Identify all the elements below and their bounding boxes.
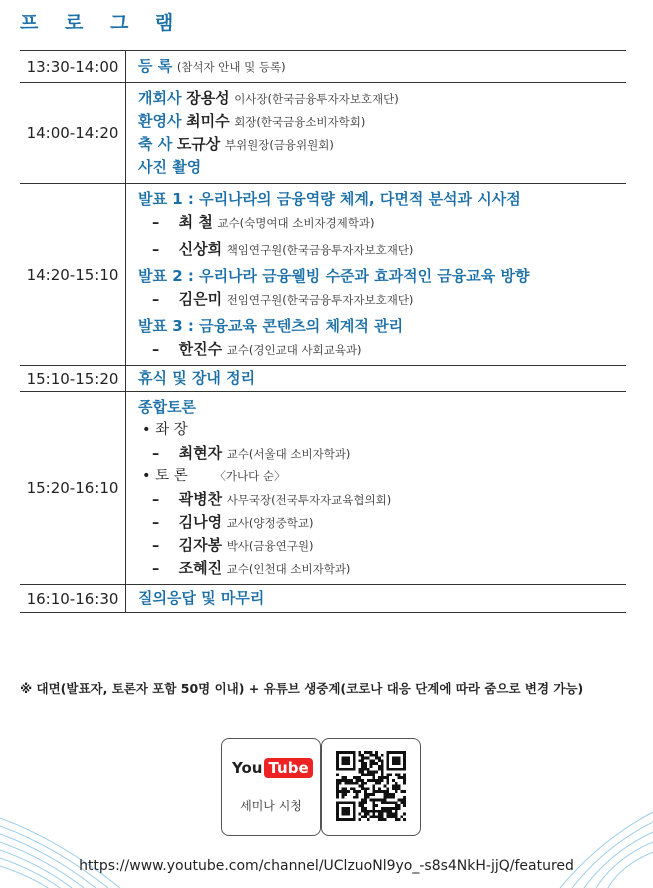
time-cell: 14:20-15:10 [20, 184, 126, 366]
person-name: 신상희 [178, 240, 223, 258]
person-affiliation: 교수(경인교대 사회교육과) [226, 343, 362, 357]
content-cell [126, 585, 627, 613]
dash-bullet: – [152, 342, 160, 358]
dash-bullet: – [152, 215, 160, 231]
content-cell [126, 184, 627, 366]
person-name: 곽병찬 [178, 490, 223, 508]
qr-code-icon [336, 751, 406, 821]
person-name: 장용성 [186, 89, 230, 107]
person-name: 최현자 [178, 444, 223, 462]
dash-bullet: – [152, 538, 160, 554]
page-title: 프 로 그 램 [20, 12, 184, 34]
table-row [20, 585, 626, 613]
role-label: 축 사 [138, 135, 173, 153]
role-label: 개회사 [138, 89, 182, 107]
person-name: 조혜진 [178, 559, 223, 577]
person-affiliation: 교수(서울대 소비자학과) [226, 447, 351, 461]
person-name: 김은미 [178, 290, 223, 308]
person-affiliation: 교사(양정중학교) [226, 516, 314, 530]
table-row [20, 392, 626, 585]
dash-bullet: – [152, 446, 160, 462]
person-affiliation: 교수(인천대 소비자학과) [226, 562, 351, 576]
person-name: 최미수 [186, 112, 230, 130]
youtube-link-card[interactable] [221, 738, 321, 836]
panel-label: • 토 론 [142, 468, 188, 484]
chair-label: • 좌 장 [142, 422, 188, 438]
time-cell: 15:10-15:20 [20, 366, 126, 392]
person-name: 김나영 [178, 513, 223, 531]
youtube-logo [232, 759, 313, 777]
person-affiliation: 사무국장(전국투자자교육협의회) [226, 493, 392, 507]
presentation-title: 발표 3 : 금융교육 콘텐츠의 체계적 관리 [138, 317, 404, 335]
dash-bullet: – [152, 492, 160, 508]
person-affiliation: 책임연구원(한국금융투자자보호재단) [226, 243, 414, 257]
event-format-note: ※ 대면(발표자, 토론자 포함 50명 이내) + 유튜브 생중계(코로나 대응 단계에 따라 줌으로 변경 가능) [20, 681, 584, 696]
person-affiliation: 박사(금융연구원) [226, 539, 314, 553]
person-affiliation: 회장(한국금융소비자학회) [234, 115, 366, 129]
role-label: 환영사 [138, 112, 182, 130]
youtube-logo-you: You [232, 759, 263, 777]
table-row [20, 83, 626, 184]
session-label: 질의응답 및 마무리 [138, 589, 265, 607]
youtube-caption: 세미나 시청 [240, 799, 302, 813]
presentation-title: 발표 1 : 우리나라의 금융역량 체계, 다면적 분석과 시사점 [138, 190, 521, 208]
person-name: 최 철 [178, 213, 213, 231]
table-row [20, 366, 626, 392]
time-cell: 13:30-14:00 [20, 51, 126, 83]
content-cell [126, 51, 627, 83]
person-affiliation: 교수(숙명여대 소비자경제학과) [217, 216, 375, 230]
time-cell: 16:10-16:30 [20, 585, 126, 613]
person-affiliation: 부위원장(금융위원회) [224, 138, 334, 152]
youtube-logo-tube: Tube [264, 758, 312, 778]
table-row [20, 184, 626, 366]
person-name: 한진수 [178, 340, 223, 358]
session-label: 사진 촬영 [138, 158, 202, 176]
session-label: 종합토론 [138, 398, 196, 416]
time-cell: 15:20-16:10 [20, 392, 126, 585]
content-cell [126, 392, 627, 585]
session-note: (참석자 안내 및 등록) [176, 60, 286, 74]
dash-bullet: – [152, 292, 160, 308]
time-cell: 14:00-14:20 [20, 83, 126, 184]
presentation-title: 발표 2 : 우리나라 금융웰빙 수준과 효과적인 금융교육 방향 [138, 267, 530, 285]
content-cell [126, 366, 627, 392]
channel-url[interactable]: https://www.youtube.com/channel/UClzuoNl9yo_-s8s4NkH-jjQ/featured [79, 858, 574, 874]
table-row [20, 51, 626, 83]
session-label: 등 록 [138, 57, 173, 75]
dash-bullet: – [152, 242, 160, 258]
qr-code-card[interactable] [321, 738, 421, 836]
person-name: 김자봉 [178, 536, 223, 554]
person-affiliation: 전임연구원(한국금융투자자보호재단) [226, 293, 414, 307]
dash-bullet: – [152, 561, 160, 577]
panel-order-note: 〈가나다 순〉 [214, 469, 286, 483]
person-affiliation: 이사장(한국금융투자자보호재단) [234, 92, 399, 106]
session-label: 휴식 및 장내 정리 [138, 369, 256, 387]
person-name: 도규상 [176, 135, 221, 153]
dash-bullet: – [152, 515, 160, 531]
content-cell [126, 83, 627, 184]
program-table [20, 50, 626, 613]
